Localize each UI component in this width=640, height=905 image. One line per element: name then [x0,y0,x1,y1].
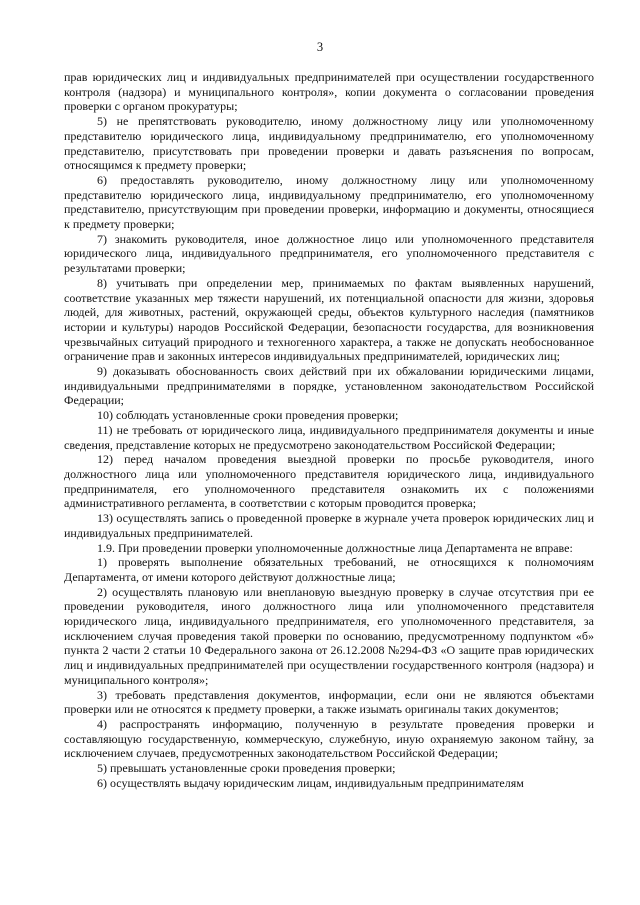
paragraph: 11) не требовать от юридического лица, индивидуального предпринимателя документы и иные сведения, представление которых не предусмотрено законодательством Российской Федерации; [64,422,594,452]
paragraph: 5) превышать установленные сроки проведения проверки; [97,761,396,776]
paragraph: 12) перед началом проведения выездной проверки по просьбе руководителя, иного должностного лица или уполномоченного представителя юридического лица, индивидуального предпринимателя, его уполномоченного представителя ознакомить их с положениями административного регламента, в соответствии с которым проводится проверка; [64,452,594,511]
paragraph: 10) соблюдать установленные сроки проведения проверки; [97,408,399,423]
paragraph: 1.9. При проведении проверки уполномоченные должностные лица Департамента не вправе: [97,540,573,555]
paragraph: 9) доказывать обоснованность своих действий при их обжаловании юридическими лицами, индивидуальными предпринимателями в порядке, установленном законодательством Российской Федерации; [64,364,594,408]
paragraph: 6) осуществлять выдачу юридическим лицам, индивидуальным предпринимателям [97,775,524,790]
paragraph: 3) требовать представления документов, информации, если они не являются объектами проверки или не относятся к предмету проверки, а также изымать оригиналы таких документов; [64,687,594,717]
paragraph: 2) осуществлять плановую или внеплановую выездную проверку в случае отсутствия при ее проведении руководителя, иного должностного лица или уполномоченного представителя юридического лица, индивидуального предпринимателя, его уполномоченного представителя, за исключением случая проведения такой проверки по основанию, предусмотренному подпунктом «б» пункта 2 части 2 статьи 10 Федерального закона от 26.12.2008 №294-ФЗ «О защите прав юридических лиц и индивидуальных предпринимателей при осуществлении государственного контроля (надзора) и муниципального контроля»; [64,584,594,687]
paragraph: 13) осуществлять запись о проведенной проверке в журнале учета проверок юридических лиц и индивидуальных предпринимателей. [64,511,594,540]
document-body [64,70,594,790]
paragraph: 7) знакомить руководителя, иное должностное лицо или уполномоченного представителя юридического лица, индивидуального предпринимателя, его уполномоченного представителя с результатами проверки; [64,231,594,276]
paragraph: прав юридических лиц и индивидуальных предпринимателей при осуществлении государственного контроля (надзора) и муниципального контроля», копии документа о согласовании проведения проверки с органом прокуратуры; [64,70,594,114]
paragraph: 8) учитывать при определении мер, принимаемых по фактам выявленных нарушений, соответствие указанных мер тяжести нарушений, их потенциальной опасности для жизни, здоровья людей, для животных, растений, окружающей среды, объектов культурного наследия (памятников истории и культуры) народов Российской Федерации, безопасности государства, для возникновения чрезвычайных ситуаций природного и техногенного характера, а также не допускать необоснованное ограничение прав и законных интересов индивидуальных предпринимателей, юридических лиц; [64,275,594,364]
page-number: 3 [316,40,324,54]
paragraph: 4) распространять информацию, полученную в результате проведения проверки и составляющую государственную, коммерческую, служебную, иную охраняемую законом тайну, за исключением случаев, предусмотренных законодательством Российской Федерации; [64,716,594,761]
paragraph: 6) предоставлять руководителю, иному должностному лицу или уполномоченному представителю юридического лица, индивидуальному предпринимателю, его уполномоченному представителю, присутствующим при проведении проверки, информацию и документы, относящиеся к предмету проверки; [64,172,594,232]
paragraph: 5) не препятствовать руководителю, иному должностному лицу или уполномоченному представителю юридического лица, индивидуальному предпринимателю, его уполномоченному представителю, присутствовать при проведении проверки и давать разъяснения по вопросам, относящимся к предмету проверки; [64,114,594,173]
paragraph: 1) проверять выполнение обязательных требований, не относящихся к полномочиям Департамента, от имени которого действуют должностные лица; [64,555,594,584]
